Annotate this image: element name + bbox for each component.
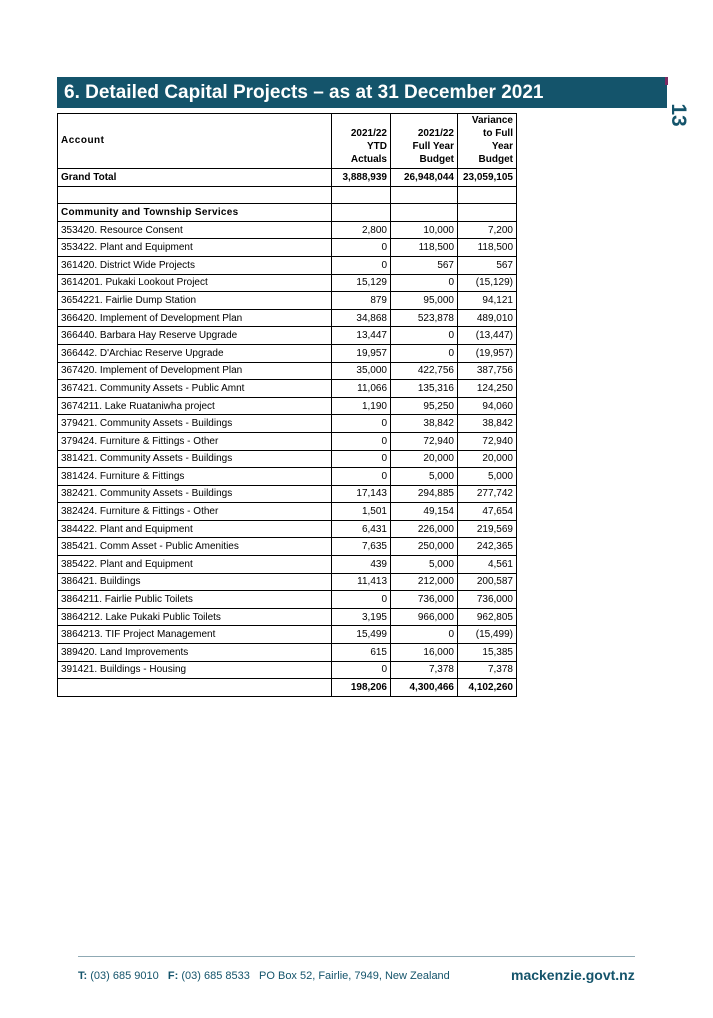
fax-label: F: bbox=[167, 970, 179, 982]
table-row bbox=[58, 503, 517, 521]
row-ytd: 1,501 bbox=[332, 503, 391, 521]
row-ytd: 0 bbox=[332, 239, 391, 257]
row-budget: 7,378 bbox=[391, 661, 458, 679]
row-ytd: 35,000 bbox=[332, 362, 391, 380]
page-number-accent bbox=[665, 77, 668, 85]
grand-total-row bbox=[58, 169, 517, 187]
footer-divider bbox=[78, 956, 635, 957]
table-row bbox=[58, 538, 517, 556]
row-budget: 10,000 bbox=[391, 221, 458, 239]
table-row bbox=[58, 432, 517, 450]
row-account: 3614201. Pukaki Lookout Project bbox=[58, 274, 332, 292]
row-ytd: 0 bbox=[332, 256, 391, 274]
row-ytd: 0 bbox=[332, 591, 391, 609]
table-row bbox=[58, 520, 517, 538]
row-ytd: 0 bbox=[332, 415, 391, 433]
row-account: 3864213. TIF Project Management bbox=[58, 626, 332, 644]
footer-contact bbox=[78, 970, 450, 982]
grand-total-label: Grand Total bbox=[58, 169, 332, 187]
row-budget: 135,316 bbox=[391, 380, 458, 398]
row-budget: 0 bbox=[391, 327, 458, 345]
section-total-variance: 4,102,260 bbox=[458, 679, 517, 697]
header-account: Account bbox=[58, 114, 332, 169]
row-budget: 250,000 bbox=[391, 538, 458, 556]
row-variance: 4,561 bbox=[458, 556, 517, 574]
row-ytd: 6,431 bbox=[332, 520, 391, 538]
row-variance: (15,129) bbox=[458, 274, 517, 292]
phone: (03) 685 9010 bbox=[90, 970, 159, 982]
row-variance: 489,010 bbox=[458, 309, 517, 327]
row-account: 366440. Barbara Hay Reserve Upgrade bbox=[58, 327, 332, 345]
row-budget: 95,000 bbox=[391, 292, 458, 310]
row-budget: 212,000 bbox=[391, 573, 458, 591]
header-ytd-actuals: 2021/22 YTD Actuals bbox=[332, 114, 391, 169]
table-row bbox=[58, 608, 517, 626]
table-row bbox=[58, 344, 517, 362]
phone-label: T: bbox=[78, 970, 88, 982]
row-account: 381424. Furniture & Fittings bbox=[58, 468, 332, 486]
row-variance: 7,378 bbox=[458, 661, 517, 679]
row-budget: 0 bbox=[391, 274, 458, 292]
table-row bbox=[58, 485, 517, 503]
row-budget: 966,000 bbox=[391, 608, 458, 626]
row-account: 382421. Community Assets - Buildings bbox=[58, 485, 332, 503]
row-budget: 118,500 bbox=[391, 239, 458, 257]
table-row bbox=[58, 292, 517, 310]
table-row bbox=[58, 591, 517, 609]
table-row bbox=[58, 256, 517, 274]
row-variance: 277,742 bbox=[458, 485, 517, 503]
row-ytd: 34,868 bbox=[332, 309, 391, 327]
row-ytd: 11,413 bbox=[332, 573, 391, 591]
row-variance: 15,385 bbox=[458, 644, 517, 662]
row-variance: 219,569 bbox=[458, 520, 517, 538]
row-account: 353422. Plant and Equipment bbox=[58, 239, 332, 257]
row-budget: 422,756 bbox=[391, 362, 458, 380]
row-variance: 736,000 bbox=[458, 591, 517, 609]
row-variance: 47,654 bbox=[458, 503, 517, 521]
row-variance: (19,957) bbox=[458, 344, 517, 362]
section-total-row bbox=[58, 679, 517, 697]
row-ytd: 3,195 bbox=[332, 608, 391, 626]
grand-total-budget: 26,948,044 bbox=[391, 169, 458, 187]
table-row bbox=[58, 661, 517, 679]
table-row bbox=[58, 415, 517, 433]
table-row bbox=[58, 626, 517, 644]
address: PO Box 52, Fairlie, 7949, New Zealand bbox=[259, 970, 450, 982]
table-row bbox=[58, 309, 517, 327]
row-budget: 20,000 bbox=[391, 450, 458, 468]
table-header-row bbox=[58, 114, 517, 169]
row-budget: 72,940 bbox=[391, 432, 458, 450]
row-account: 389420. Land Improvements bbox=[58, 644, 332, 662]
row-account: 3864212. Lake Pukaki Public Toilets bbox=[58, 608, 332, 626]
row-account: 385421. Comm Asset - Public Amenities bbox=[58, 538, 332, 556]
row-ytd: 15,499 bbox=[332, 626, 391, 644]
page-title: 6. Detailed Capital Projects – as at 31 December 2021 bbox=[57, 77, 667, 108]
table-row bbox=[58, 397, 517, 415]
row-account: 391421. Buildings - Housing bbox=[58, 661, 332, 679]
table-row bbox=[58, 327, 517, 345]
row-budget: 226,000 bbox=[391, 520, 458, 538]
row-variance: 242,365 bbox=[458, 538, 517, 556]
row-ytd: 0 bbox=[332, 661, 391, 679]
row-variance: 567 bbox=[458, 256, 517, 274]
row-budget: 294,885 bbox=[391, 485, 458, 503]
row-variance: 5,000 bbox=[458, 468, 517, 486]
table-row bbox=[58, 556, 517, 574]
capital-projects-table bbox=[57, 113, 517, 697]
table-row bbox=[58, 221, 517, 239]
row-budget: 95,250 bbox=[391, 397, 458, 415]
spacer-row bbox=[58, 186, 517, 204]
table-row bbox=[58, 362, 517, 380]
page-number: 13 bbox=[667, 103, 690, 127]
table-body bbox=[58, 169, 517, 697]
row-ytd: 7,635 bbox=[332, 538, 391, 556]
row-account: 366442. D'Archiac Reserve Upgrade bbox=[58, 344, 332, 362]
row-variance: 94,121 bbox=[458, 292, 517, 310]
header-full-year-budget: 2021/22 Full Year Budget bbox=[391, 114, 458, 169]
row-account: 382424. Furniture & Fittings - Other bbox=[58, 503, 332, 521]
row-budget: 16,000 bbox=[391, 644, 458, 662]
row-account: 385422. Plant and Equipment bbox=[58, 556, 332, 574]
row-ytd: 0 bbox=[332, 432, 391, 450]
row-budget: 5,000 bbox=[391, 556, 458, 574]
section-total-ytd: 198,206 bbox=[332, 679, 391, 697]
row-variance: 200,587 bbox=[458, 573, 517, 591]
grand-total-variance: 23,059,105 bbox=[458, 169, 517, 187]
row-budget: 523,878 bbox=[391, 309, 458, 327]
row-account: 386421. Buildings bbox=[58, 573, 332, 591]
row-account: 379421. Community Assets - Buildings bbox=[58, 415, 332, 433]
table-row bbox=[58, 274, 517, 292]
row-ytd: 1,190 bbox=[332, 397, 391, 415]
grand-total-ytd: 3,888,939 bbox=[332, 169, 391, 187]
row-variance: 962,805 bbox=[458, 608, 517, 626]
row-account: 3674211. Lake Ruataniwha project bbox=[58, 397, 332, 415]
row-variance: 387,756 bbox=[458, 362, 517, 380]
row-budget: 0 bbox=[391, 626, 458, 644]
row-budget: 5,000 bbox=[391, 468, 458, 486]
row-account: 3864211. Fairlie Public Toilets bbox=[58, 591, 332, 609]
row-ytd: 11,066 bbox=[332, 380, 391, 398]
row-variance: 94,060 bbox=[458, 397, 517, 415]
row-ytd: 0 bbox=[332, 450, 391, 468]
row-variance: 72,940 bbox=[458, 432, 517, 450]
header-variance: Variance to Full Year Budget bbox=[458, 114, 517, 169]
row-ytd: 19,957 bbox=[332, 344, 391, 362]
row-account: 353420. Resource Consent bbox=[58, 221, 332, 239]
website: mackenzie.govt.nz bbox=[511, 967, 635, 983]
row-ytd: 2,800 bbox=[332, 221, 391, 239]
row-budget: 0 bbox=[391, 344, 458, 362]
row-account: 379424. Furniture & Fittings - Other bbox=[58, 432, 332, 450]
row-variance: 7,200 bbox=[458, 221, 517, 239]
table-row bbox=[58, 450, 517, 468]
row-budget: 567 bbox=[391, 256, 458, 274]
section-header-row bbox=[58, 204, 517, 222]
table-row bbox=[58, 380, 517, 398]
row-ytd: 615 bbox=[332, 644, 391, 662]
table-row bbox=[58, 468, 517, 486]
table-row bbox=[58, 239, 517, 257]
row-ytd: 0 bbox=[332, 468, 391, 486]
page-number-tab bbox=[665, 77, 688, 127]
row-variance: 20,000 bbox=[458, 450, 517, 468]
row-budget: 38,842 bbox=[391, 415, 458, 433]
row-ytd: 17,143 bbox=[332, 485, 391, 503]
row-variance: 38,842 bbox=[458, 415, 517, 433]
row-account: 367420. Implement of Development Plan bbox=[58, 362, 332, 380]
row-budget: 736,000 bbox=[391, 591, 458, 609]
section-total-budget: 4,300,466 bbox=[391, 679, 458, 697]
row-ytd: 13,447 bbox=[332, 327, 391, 345]
row-ytd: 15,129 bbox=[332, 274, 391, 292]
row-variance: (15,499) bbox=[458, 626, 517, 644]
table-row bbox=[58, 573, 517, 591]
table-row bbox=[58, 644, 517, 662]
fax: (03) 685 8533 bbox=[181, 970, 250, 982]
row-account: 384422. Plant and Equipment bbox=[58, 520, 332, 538]
row-account: 366420. Implement of Development Plan bbox=[58, 309, 332, 327]
row-ytd: 439 bbox=[332, 556, 391, 574]
section-title: Community and Township Services bbox=[58, 204, 332, 222]
row-variance: 118,500 bbox=[458, 239, 517, 257]
row-variance: 124,250 bbox=[458, 380, 517, 398]
row-account: 361420. District Wide Projects bbox=[58, 256, 332, 274]
row-budget: 49,154 bbox=[391, 503, 458, 521]
row-account: 3654221. Fairlie Dump Station bbox=[58, 292, 332, 310]
row-variance: (13,447) bbox=[458, 327, 517, 345]
row-ytd: 879 bbox=[332, 292, 391, 310]
row-account: 381421. Community Assets - Buildings bbox=[58, 450, 332, 468]
row-account: 367421. Community Assets - Public Amnt bbox=[58, 380, 332, 398]
